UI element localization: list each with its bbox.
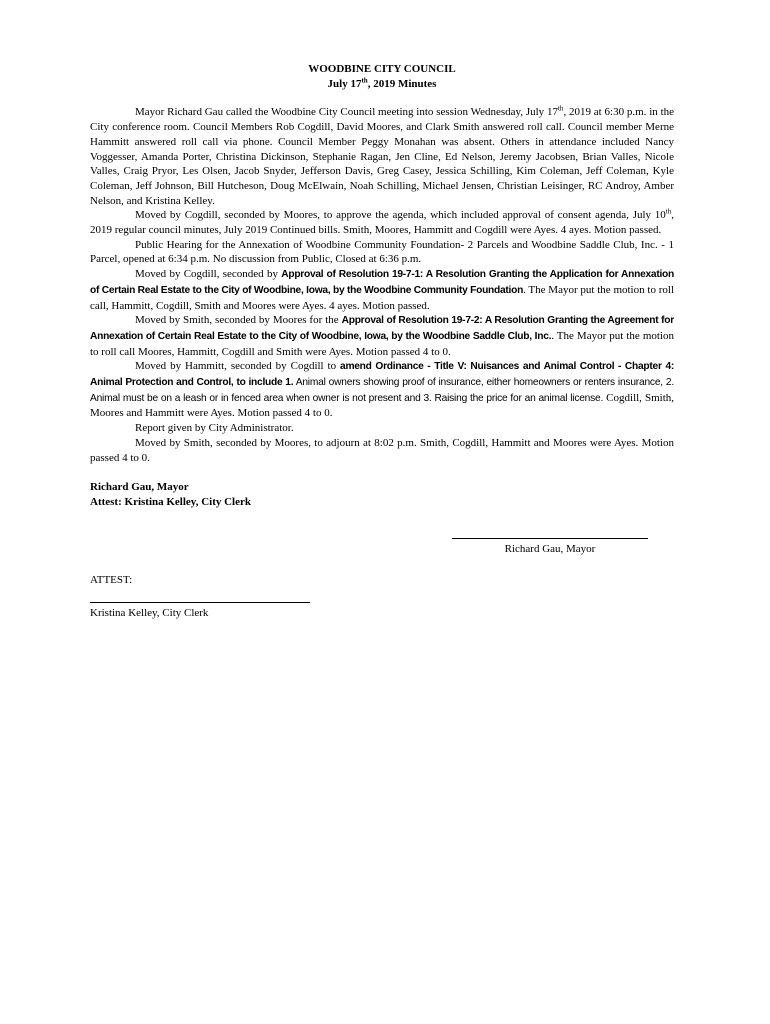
p6-text-a: Moved by Hammitt, seconded by Cogdill to: [135, 360, 341, 373]
paragraph-resolution-19-7-1: [90, 267, 674, 313]
attest-label: ATTEST:: [90, 574, 133, 586]
mayor-signature-label: Richard Gau, Mayor: [504, 543, 596, 555]
p2-text-a: Moved by Cogdill, seconded by Moores, to approve the agenda, which included approval of consent agenda, July 10: [135, 209, 666, 222]
clerk-signature-line: [90, 602, 310, 603]
p6-sans: Animal owners showing proof of insurance, either homeowners or renters insurance, 2. Animal must be on a leash or in fenced area when owner is not present and 3. Raising the price for an animal license.: [90, 377, 674, 404]
p5-text-a: Moved by Smith, seconded by Moores for the: [135, 314, 342, 327]
mayor-signature-line: [452, 538, 648, 539]
clerk-signature-label: Kristina Kelley, City Clerk: [90, 607, 209, 619]
signature-names: [90, 480, 674, 509]
mayor-name: Richard Gau, Mayor: [90, 481, 189, 494]
paragraph-ordinance-amendment: [90, 359, 674, 421]
minutes-document: [90, 62, 675, 619]
p6-bold: amend Ordinance - Title V: Nuisances and Animal Control - Chapter 4: Animal Protection and Control, to include 1.: [90, 361, 674, 389]
date-post: , 2019 Minutes: [367, 77, 437, 90]
p4-text-a: Moved by Cogdill, seconded by: [135, 268, 282, 281]
paragraph-adjourn: Moved by Smith, seconded by Moores, to adjourn at 8:02 p.m. Smith, Cogdill, Hammitt and Moores were Ayes. Motion passed 4 to 0.: [90, 436, 674, 464]
clerk-signature-block: [90, 602, 310, 621]
p4-text-b: . The Mayor put the motion to roll call, Hammitt, Cogdill, Smith and Moores were Ayes. 4 ayes. Motion passed.: [90, 283, 674, 312]
paragraph-administrator-report: Report given by City Administrator.: [135, 422, 294, 435]
p6-text-b: Cogdill, Smith, Moores and Hammitt were Ayes. Motion passed 4 to 0.: [90, 391, 674, 420]
date-pre: July 17: [327, 77, 362, 90]
p1-text-b: , 2019 at 6:30 p.m. in the City conference room. Council Members Rob Cogdill, David Moores, and Clark Smith answered roll call. Council member Merne Hammitt answered roll call via phone. Council Member Peggy Monahan was absent. Others in attendance included Nancy Voggesser, Amanda Porter, Christina Dickinson, Stephanie Ragan, Jen Cline, Ed Nelson, Jeremy Jacobsen, Brian Valles, Nicole Valles, Craig Pryor, Les Olsen, Jacob Snyder, Jefferson Davis, Greg Casey, Jessica Schilling, Kim Coleman, Jeff Coleman, Kyle Coleman, Jeff Johnson, Bill Hutcheson, Doug McElwain, Noah Schilling, Michael Jensen, Christian Leisinger, RC Androy, Amber Nelson, and Kristina Kelley.: [90, 106, 675, 207]
p1-text-a: Mayor Richard Gau called the Woodbine City Council meeting into session Wednesday, July 17: [135, 106, 558, 119]
p1-sup: th: [557, 104, 564, 113]
council-title: WOODBINE CITY COUNCIL: [308, 63, 456, 75]
p2-sup: th: [665, 207, 672, 216]
paragraph-consent-agenda: [90, 208, 674, 237]
paragraph-public-hearing: Public Hearing for the Annexation of Woodbine Community Foundation- 2 Parcels and Woodbine Saddle Club, Inc. - 1 Parcel, opened at 6:34 p.m. No discussion from Public, Closed at 6:36 p.m.: [90, 238, 674, 266]
p4-bold: Approval of Resolution 19-7-1: A Resolution Granting the Application for Annexation of Certain Real Estate to the City of Woodbine, Iowa, by the Woodbine Community Foundation: [90, 269, 674, 296]
p5-bold: Approval of Resolution 19-7-2: A Resolution Granting the Agreement for Annexation of Certain Real Estate to the City of Woodbine, Iowa, by the Woodbine Saddle Club, Inc.: [90, 315, 674, 342]
date-sup: th: [361, 76, 368, 85]
mayor-signature-block: [452, 538, 648, 557]
p5-text-b: . The Mayor put the motion to roll call Moores, Hammitt, Cogdill and Smith were Ayes. Motion passed 4 to 0.: [90, 329, 674, 358]
minutes-date: [90, 77, 674, 92]
paragraph-resolution-19-7-2: [90, 313, 674, 359]
paragraph-call-to-order: [90, 105, 674, 208]
attest-clerk-name: Attest: Kristina Kelley, City Clerk: [90, 495, 251, 508]
p2-text-b: , 2019 regular council minutes, July 2019 Continued bills. Smith, Moores, Hammitt and Cogdill were Ayes. 4 ayes. Motion passed.: [90, 209, 674, 237]
